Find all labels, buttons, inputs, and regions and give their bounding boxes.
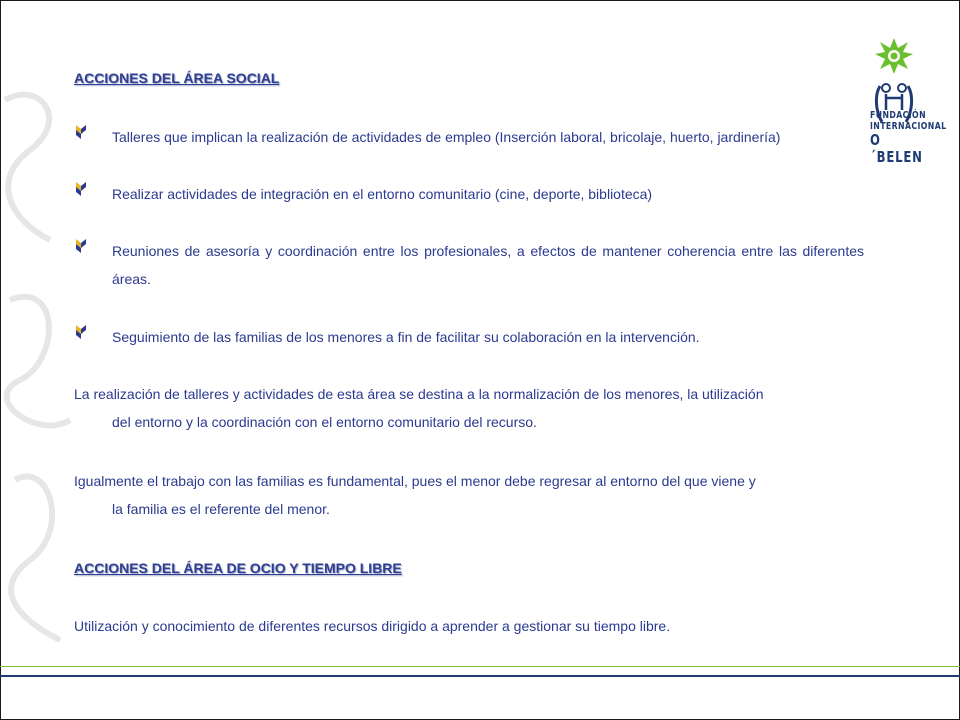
paragraph-familias-line1: Igualmente el trabajo con las familias es fundamental, pues el menor debe regresar al entorno del que viene y (74, 473, 756, 489)
paragraph-familias-line2: la familia es el referente del menor. (112, 501, 330, 517)
bullet-icon (74, 239, 88, 253)
logo-line-internacional: INTERNACIONAL (870, 121, 947, 132)
logo-line-obelen: O´BELEN (870, 131, 923, 166)
bullet-text-reuniones: Reuniones de asesoría y coordinación entre los profesionales, a efectos de mantener coherencia entre las diferentes áreas. (112, 243, 864, 287)
paragraph-ocio: Utilización y conocimiento de diferentes recursos dirigido a aprender a gestionar su tiempo libre. (74, 618, 671, 634)
bullet-item (74, 123, 864, 151)
logo-line-fundacion: FUNDACIÓN (870, 110, 927, 121)
paragraph-talleres-line2: del entorno y la coordinación con el entorno comunitario del recurso. (112, 414, 537, 430)
bullet-text-talleres: Talleres que implican la realización de actividades de empleo (Inserción laboral, bricolaje, huerto, jardinería) (112, 129, 781, 145)
footer-blue-rule (0, 675, 960, 677)
footer-green-rule (0, 666, 960, 667)
heading-area-social: ACCIONES DEL ÁREA SOCIAL (74, 70, 280, 86)
logo-text (870, 110, 947, 166)
bullet-text-seguimiento: Seguimiento de las familias de los menores a fin de facilitar su colaboración en la intervención. (112, 329, 700, 345)
bullet-text-integracion: Realizar actividades de integración en el entorno comunitario (cine, deporte, biblioteca) (112, 186, 653, 202)
bullet-item (74, 237, 864, 293)
paragraph-talleres-line1: La realización de talleres y actividades de esta área se destina a la normalización de los menores, la utilización (74, 386, 764, 402)
paragraph-familias (74, 467, 864, 523)
bullet-item (74, 323, 864, 351)
heading-area-ocio: ACCIONES DEL ÁREA DE OCIO Y TIEMPO LIBRE (74, 560, 402, 576)
bullet-item (74, 180, 864, 208)
paragraph-talleres (74, 380, 864, 436)
bullet-icon (74, 182, 88, 196)
bullet-icon (74, 325, 88, 339)
background-sketch-art (0, 60, 80, 660)
bullet-icon (74, 125, 88, 139)
